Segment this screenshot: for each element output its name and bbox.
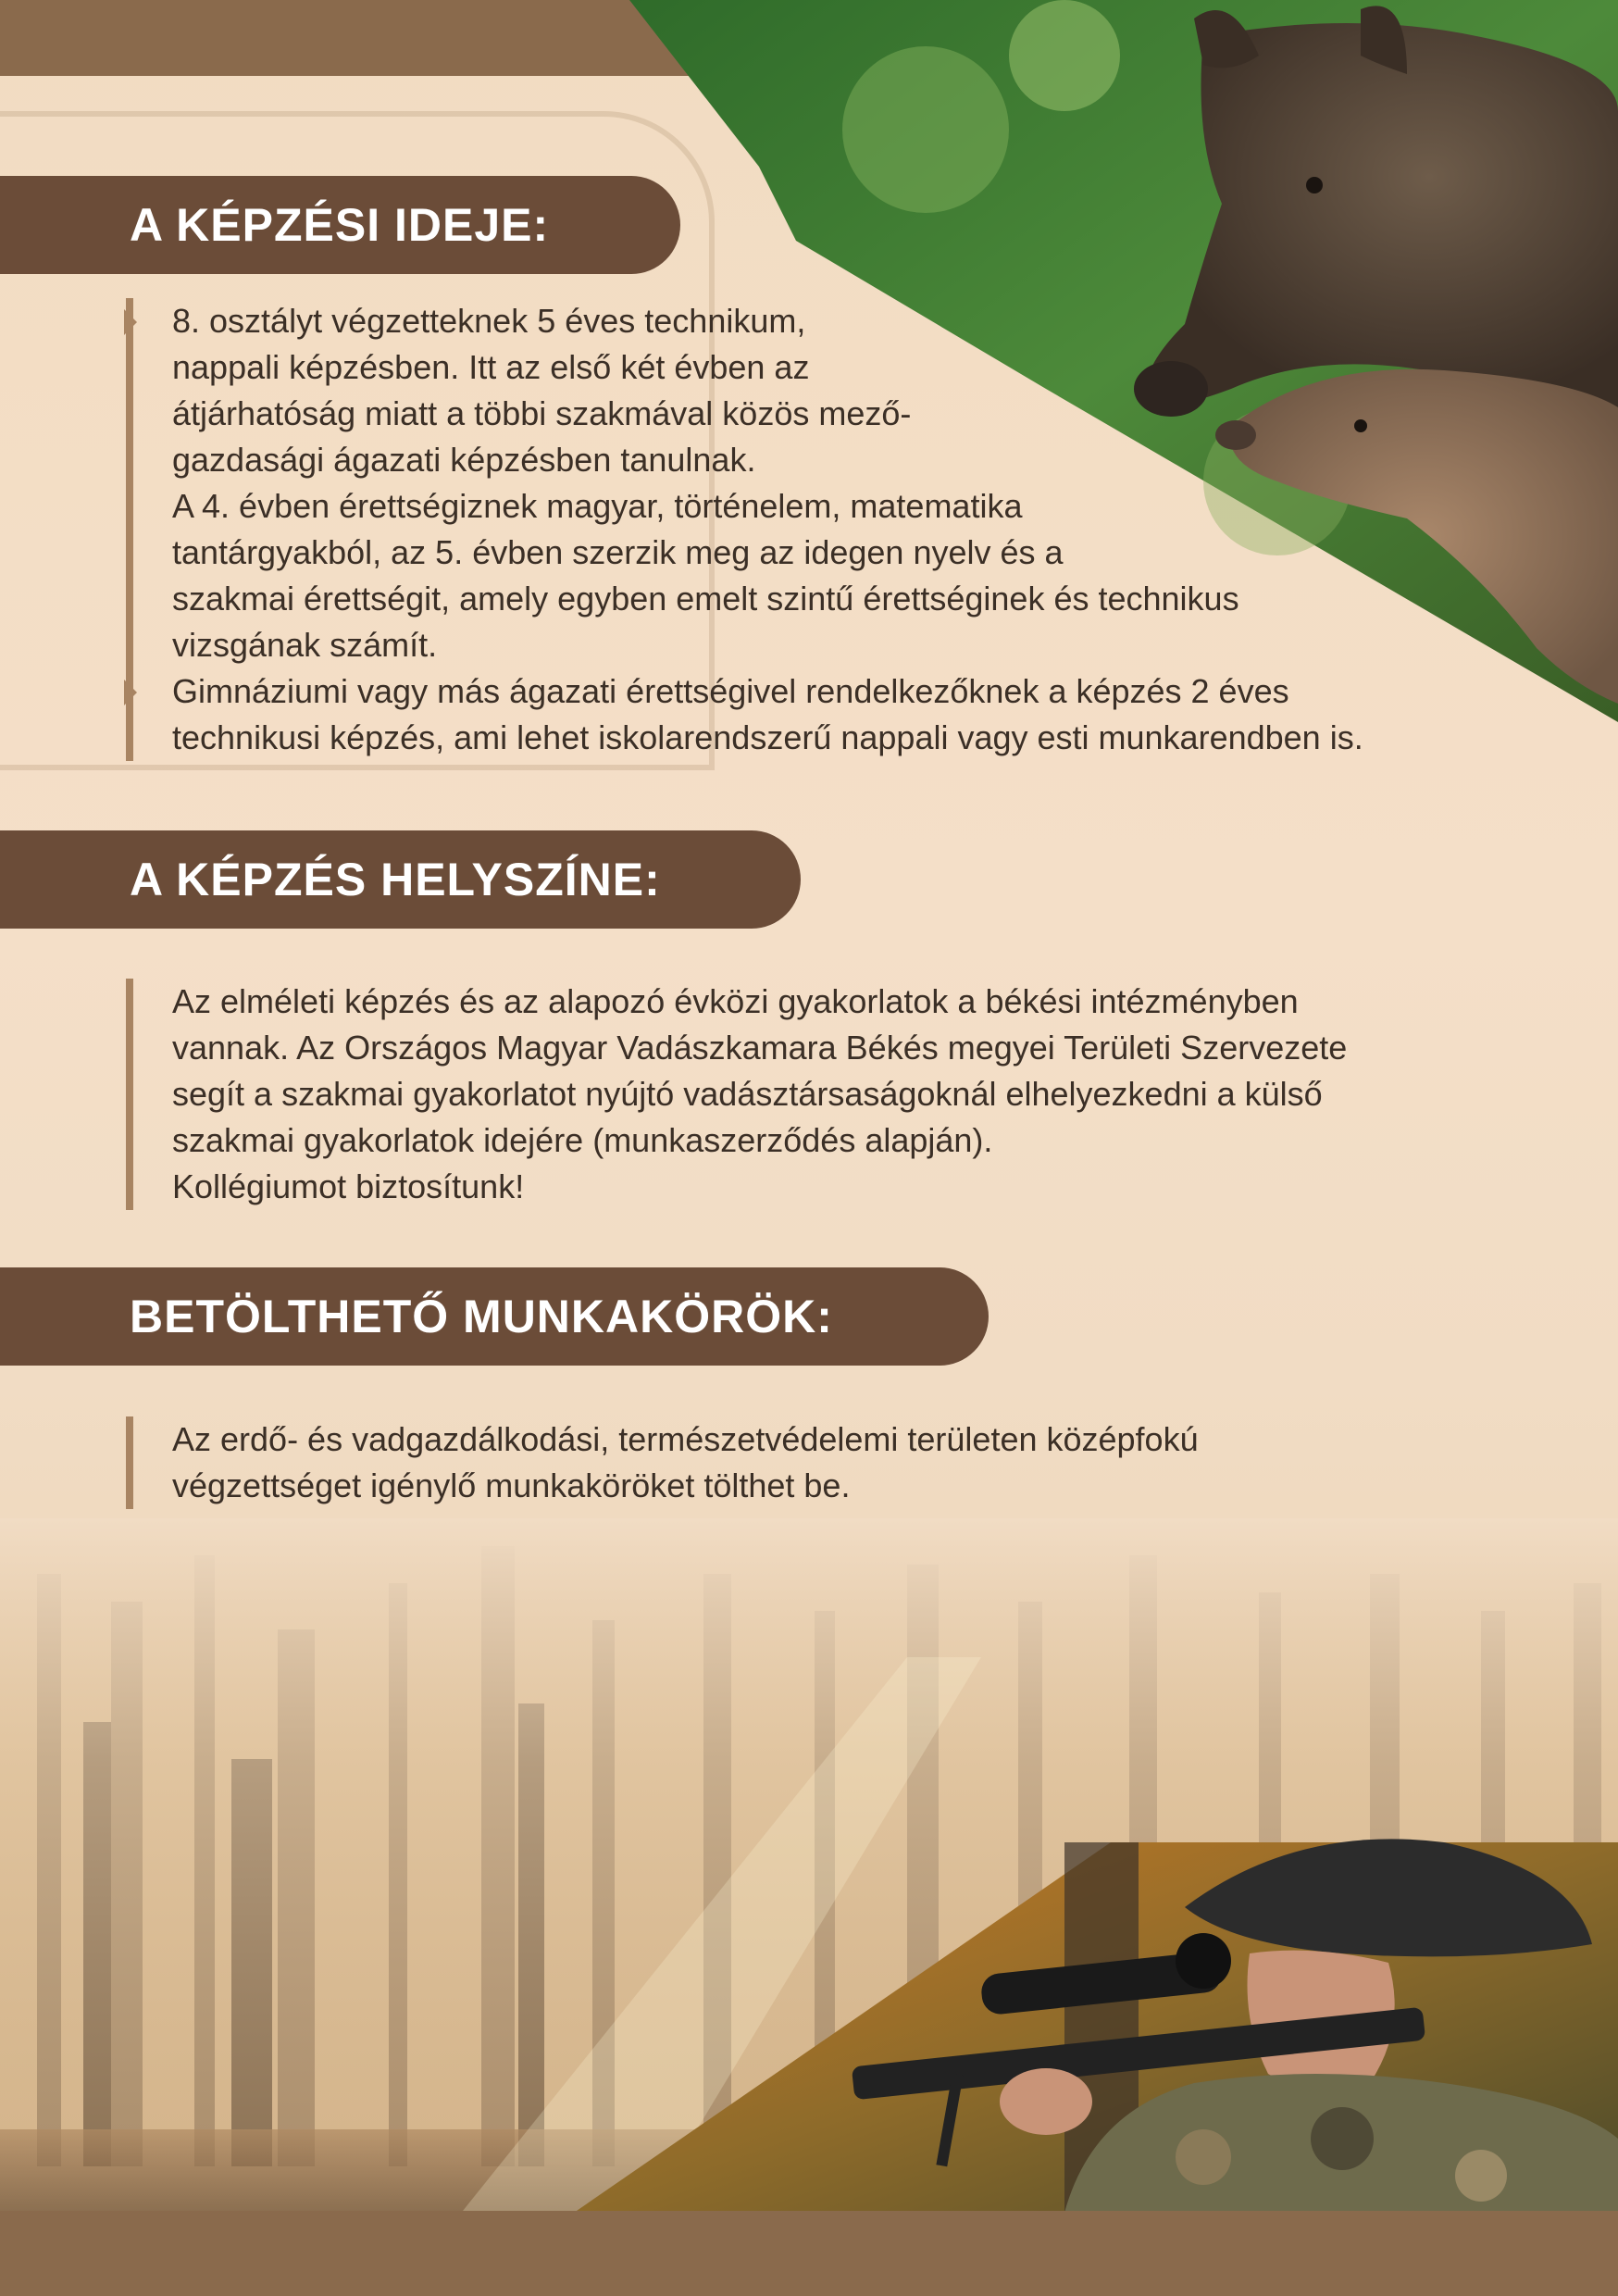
section-body-training-location [126, 979, 1614, 1210]
text-line: szakmai gyakorlatok idejére (munkaszerződés alapján). [172, 1121, 993, 1159]
section-heading-training-duration: A KÉPZÉSI IDEJE: [0, 176, 680, 274]
text-line: vizsgának számít. [172, 626, 438, 664]
paragraph [133, 668, 1614, 761]
text-line: tantárgyakból, az 5. évben szerzik meg az idegen nyelv és a [172, 533, 1064, 571]
section-heading-job-roles: BETÖLTHETŐ MUNKAKÖRÖK: [0, 1267, 989, 1366]
paragraph [133, 979, 1614, 1210]
text-line: A 4. évben érettségiznek magyar, történelem, matematika [172, 487, 1023, 525]
text-line: technikusi képzés, ami lehet iskolarendszerű nappali vagy esti munkarendben is. [172, 718, 1363, 756]
section-heading-training-location: A KÉPZÉS HELYSZÍNE: [0, 830, 801, 929]
paragraph [133, 298, 1614, 668]
text-line: Az elméleti képzés és az alapozó évközi gyakorlatok a békési intézményben [172, 982, 1299, 1020]
text-line: 8. osztályt végzetteknek 5 éves technikum, [172, 302, 806, 340]
arrow-icon [124, 680, 137, 705]
text-line: végzettséget igénylő munkaköröket tölthet be. [172, 1466, 851, 1504]
section-body-training-duration [126, 298, 1614, 761]
text-line: segít a szakmai gyakorlatot nyújtó vadásztársaságoknál elhelyezkedni a külső [172, 1075, 1323, 1113]
paragraph [133, 1416, 1614, 1509]
arrow-icon [124, 309, 137, 335]
text-line: Az erdő- és vadgazdálkodási, természetvédelemi területen középfokú [172, 1420, 1199, 1458]
text-line: vannak. Az Országos Magyar Vadászkamara Békés megyei Területi Szervezete [172, 1029, 1348, 1067]
text-line: átjárhatóság miatt a többi szakmával közös mező- [172, 394, 912, 432]
text-line: Kollégiumot biztosítunk! [172, 1167, 525, 1205]
text-line: gazdasági ágazati képzésben tanulnak. [172, 441, 756, 479]
text-line: szakmai érettségit, amely egyben emelt szintű érettséginek és technikus [172, 580, 1239, 618]
section-body-job-roles [126, 1416, 1614, 1509]
hunter-with-rifle-photo [0, 1805, 1618, 2213]
bottom-bar [0, 2211, 1618, 2296]
text-line: nappali képzésben. Itt az első két évben az [172, 348, 810, 386]
text-line: Gimnáziumi vagy más ágazati érettségivel rendelkezőknek a képzés 2 éves [172, 672, 1289, 710]
